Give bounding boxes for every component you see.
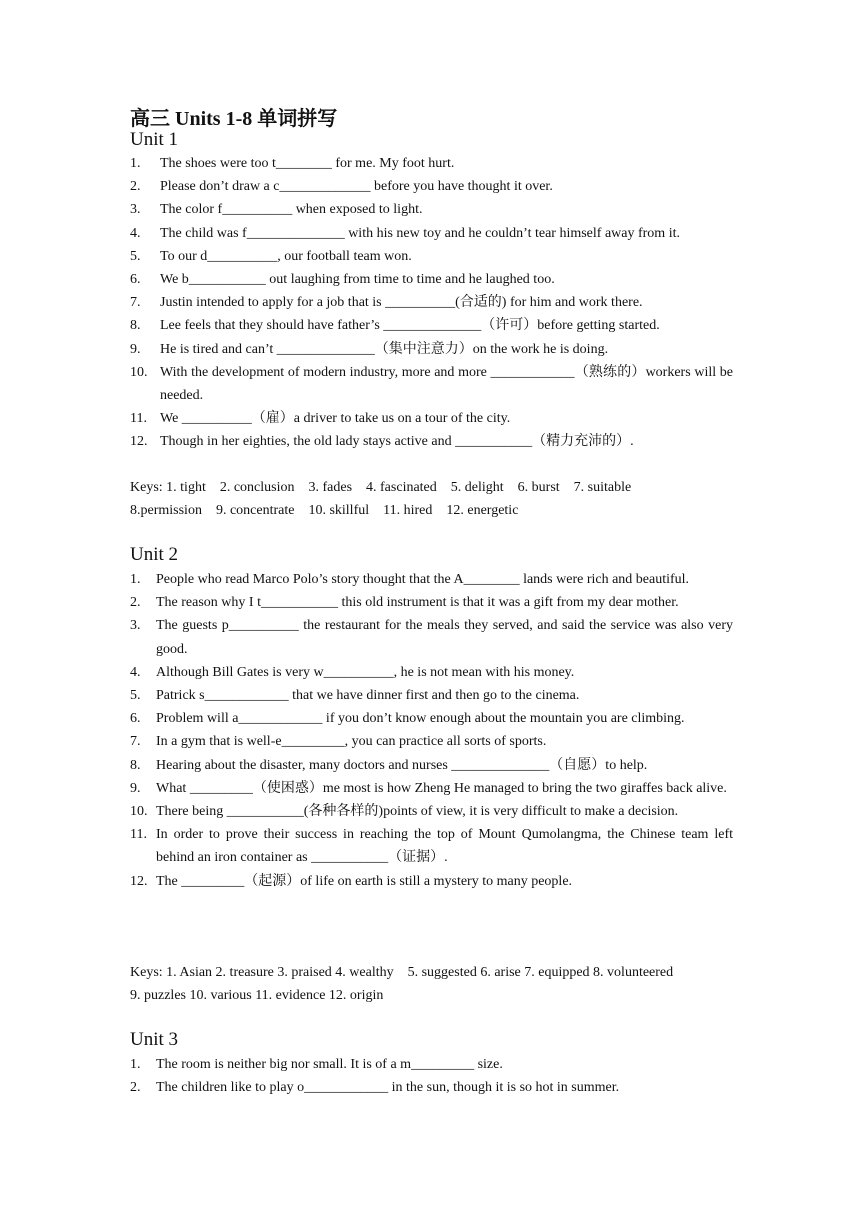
question-number: 2. (130, 179, 141, 195)
question-number: 8. (130, 318, 141, 334)
question-text: We __________（雇）a driver to take us on a tour of the city. (160, 411, 511, 427)
question-text: Hearing about the disaster, many doctors and nurses ______________（自愿）to help. (156, 757, 648, 773)
question-number: 12. (130, 434, 148, 450)
unit-1-heading: Unit 1 (130, 129, 179, 150)
unit-1-answer-keys (130, 476, 734, 522)
question-item (130, 175, 733, 198)
question-item (130, 777, 733, 800)
unit-3-heading: Unit 3 (130, 1029, 179, 1050)
answer-key-line: 8.permission 9. concentrate 10. skillful 11. hired 12. energetic (130, 503, 519, 519)
question-text: Patrick s____________ that we have dinner first and then go to the cinema. (156, 688, 580, 704)
question-text: What _________（使困惑）me most is how Zheng He managed to bring the two giraffes back alive. (156, 780, 727, 796)
question-item (130, 591, 733, 614)
question-number: 4. (130, 664, 141, 680)
question-item (130, 268, 733, 291)
question-number: 9. (130, 780, 141, 796)
answer-key-line: 9. puzzles 10. various 11. evidence 12. origin (130, 988, 384, 1004)
question-text: He is tired and can’t ______________（集中注意力）on the work he is doing. (160, 341, 609, 357)
question-text: We b___________ out laughing from time to time and he laughed too. (160, 272, 555, 288)
question-number: 10. (130, 364, 148, 380)
unit-1-questions (130, 152, 733, 454)
answer-key-line: Keys: 1. Asian 2. treasure 3. praised 4. wealthy 5. suggested 6. arise 7. equipped 8. volunteered (130, 965, 674, 980)
question-item (130, 614, 733, 660)
question-text: To our d__________, our football team won. (160, 248, 412, 264)
question-number: 5. (130, 688, 141, 704)
question-number: 11. (130, 827, 147, 843)
question-number: 8. (130, 757, 141, 773)
question-number: 3. (130, 618, 141, 634)
question-text: In a gym that is well-e_________, you can practice all sorts of sports. (156, 734, 547, 750)
question-number: 1. (130, 572, 141, 587)
question-item (130, 870, 733, 893)
question-item (130, 222, 733, 245)
question-number: 1. (130, 156, 141, 171)
question-text: The _________（起源）of life on earth is still a mystery to many people. (156, 873, 573, 889)
question-number: 11. (130, 411, 147, 427)
question-text: With the development of modern industry, more and more ____________（熟练的）workers will be needed. (160, 364, 733, 404)
question-text: Although Bill Gates is very w__________, he is not mean with his money. (156, 664, 575, 680)
question-text: The children like to play o____________ in the sun, though it is so hot in summer. (156, 1080, 620, 1096)
question-text: In order to prove their success in reaching the top of Mount Qumolangma, the Chinese team left behind an iron container as ___________（证据）. (156, 827, 733, 866)
question-number: 7. (130, 295, 141, 311)
question-item (130, 823, 733, 869)
question-text: Justin intended to apply for a job that is __________(合适的) for him and work there. (160, 295, 643, 311)
question-text: Please don’t draw a c_____________ before you have thought it over. (160, 179, 553, 195)
question-text: The shoes were too t________ for me. My foot hurt. (160, 156, 455, 171)
question-number: 6. (130, 272, 141, 288)
question-text: Problem will a____________ if you don’t know enough about the mountain you are climbing. (156, 711, 685, 727)
question-item (130, 407, 733, 430)
question-item (130, 707, 733, 730)
question-number: 7. (130, 734, 141, 750)
question-item (130, 568, 733, 591)
question-item (130, 291, 733, 314)
question-number: 5. (130, 248, 141, 264)
question-number: 4. (130, 225, 141, 241)
question-item (130, 338, 733, 361)
answer-key-line: Keys: 1. tight 2. conclusion 3. fades 4. fascinated 5. delight 6. burst 7. suitable (130, 480, 632, 495)
question-item (130, 245, 733, 268)
question-item (130, 800, 733, 823)
question-text: There being ___________(各种各样的)points of view, it is very difficult to make a decision. (156, 804, 679, 820)
question-item (130, 152, 733, 175)
unit-2-heading: Unit 2 (130, 544, 179, 565)
question-item (130, 314, 733, 337)
question-number: 9. (130, 341, 141, 357)
question-number: 1. (130, 1057, 141, 1072)
question-item (130, 730, 733, 753)
question-item (130, 430, 733, 453)
question-item (130, 198, 733, 221)
question-text: Though in her eighties, the old lady stays active and ___________（精力充沛的）. (160, 434, 634, 450)
question-number: 10. (130, 804, 148, 820)
question-text: The reason why I t___________ this old instrument is that it was a gift from my dear mother. (156, 595, 679, 611)
question-item (130, 754, 733, 777)
question-text: The guests p__________ the restaurant for the meals they served, and said the service was also very good. (156, 618, 733, 657)
question-number: 12. (130, 873, 148, 889)
unit-3-questions (130, 1053, 733, 1099)
question-number: 6. (130, 711, 141, 727)
question-number: 2. (130, 595, 141, 611)
question-text: People who read Marco Polo’s story thought that the A________ lands were rich and beautiful. (156, 572, 690, 587)
question-item (130, 661, 733, 684)
question-number: 2. (130, 1080, 141, 1096)
question-text: Lee feels that they should have father’s ______________（许可）before getting started. (160, 318, 660, 334)
question-item (130, 1076, 733, 1099)
question-item (130, 1053, 733, 1076)
document-title: 高三 Units 1-8 单词拼写 (130, 108, 338, 130)
unit-2-answer-keys (130, 961, 734, 1007)
question-number: 3. (130, 202, 141, 218)
question-text: The color f__________ when exposed to light. (160, 202, 423, 218)
question-text: The room is neither big nor small. It is of a m_________ size. (156, 1057, 503, 1072)
question-item (130, 684, 733, 707)
question-item (130, 361, 733, 407)
unit-2-questions (130, 568, 733, 893)
question-text: The child was f______________ with his new toy and he couldn’t tear himself away from it. (160, 225, 680, 241)
